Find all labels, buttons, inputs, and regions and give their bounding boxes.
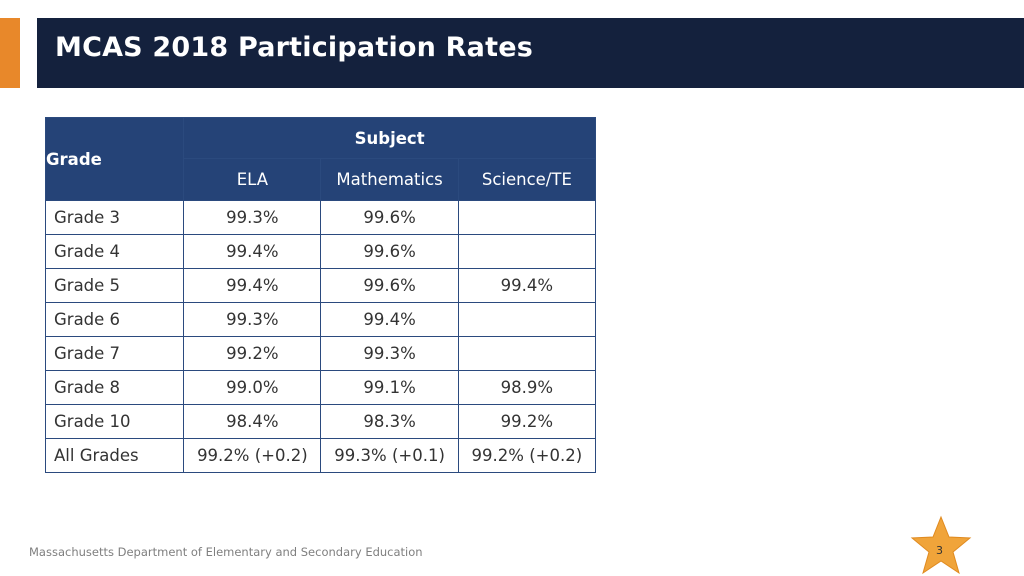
ela-cell: 99.0% bbox=[184, 371, 321, 405]
participation-table bbox=[45, 117, 596, 473]
table-row bbox=[46, 371, 596, 405]
math-cell: 99.3% (+0.1) bbox=[321, 439, 458, 473]
ela-cell: 99.4% bbox=[184, 269, 321, 303]
subject-header: Subject bbox=[184, 118, 596, 159]
grade-cell: Grade 3 bbox=[46, 201, 184, 235]
math-cell: 99.6% bbox=[321, 269, 458, 303]
column-header-science: Science/TE bbox=[458, 159, 595, 201]
ela-cell: 99.2% (+0.2) bbox=[184, 439, 321, 473]
science-cell: 99.4% bbox=[458, 269, 595, 303]
math-cell: 99.1% bbox=[321, 371, 458, 405]
science-cell bbox=[458, 303, 595, 337]
table-row bbox=[46, 303, 596, 337]
column-header-mathematics: Mathematics bbox=[321, 159, 458, 201]
table-row bbox=[46, 405, 596, 439]
math-cell: 99.6% bbox=[321, 201, 458, 235]
ela-cell: 98.4% bbox=[184, 405, 321, 439]
column-header-ela: ELA bbox=[184, 159, 321, 201]
table-row bbox=[46, 439, 596, 473]
table-row bbox=[46, 201, 596, 235]
grade-cell: Grade 10 bbox=[46, 405, 184, 439]
ela-cell: 99.4% bbox=[184, 235, 321, 269]
footer-organization: Massachusetts Department of Elementary and Secondary Education bbox=[29, 545, 423, 559]
grade-cell: Grade 5 bbox=[46, 269, 184, 303]
science-cell: 99.2% (+0.2) bbox=[458, 439, 595, 473]
math-cell: 99.6% bbox=[321, 235, 458, 269]
grade-cell: Grade 4 bbox=[46, 235, 184, 269]
table-row bbox=[46, 337, 596, 371]
grade-cell: Grade 7 bbox=[46, 337, 184, 371]
grade-cell: Grade 6 bbox=[46, 303, 184, 337]
table-row bbox=[46, 269, 596, 303]
science-cell: 98.9% bbox=[458, 371, 595, 405]
science-cell bbox=[458, 201, 595, 235]
ela-cell: 99.3% bbox=[184, 303, 321, 337]
page-number: 3 bbox=[936, 544, 943, 557]
title-bar bbox=[37, 18, 1024, 88]
science-cell bbox=[458, 337, 595, 371]
grade-column-header: Grade bbox=[46, 118, 184, 201]
grade-cell: Grade 8 bbox=[46, 371, 184, 405]
ela-cell: 99.3% bbox=[184, 201, 321, 235]
table-row bbox=[46, 235, 596, 269]
slide-title: MCAS 2018 Participation Rates bbox=[55, 32, 533, 63]
science-cell bbox=[458, 235, 595, 269]
math-cell: 99.3% bbox=[321, 337, 458, 371]
math-cell: 98.3% bbox=[321, 405, 458, 439]
accent-bar bbox=[0, 18, 20, 88]
science-cell: 99.2% bbox=[458, 405, 595, 439]
math-cell: 99.4% bbox=[321, 303, 458, 337]
ela-cell: 99.2% bbox=[184, 337, 321, 371]
grade-cell: All Grades bbox=[46, 439, 184, 473]
